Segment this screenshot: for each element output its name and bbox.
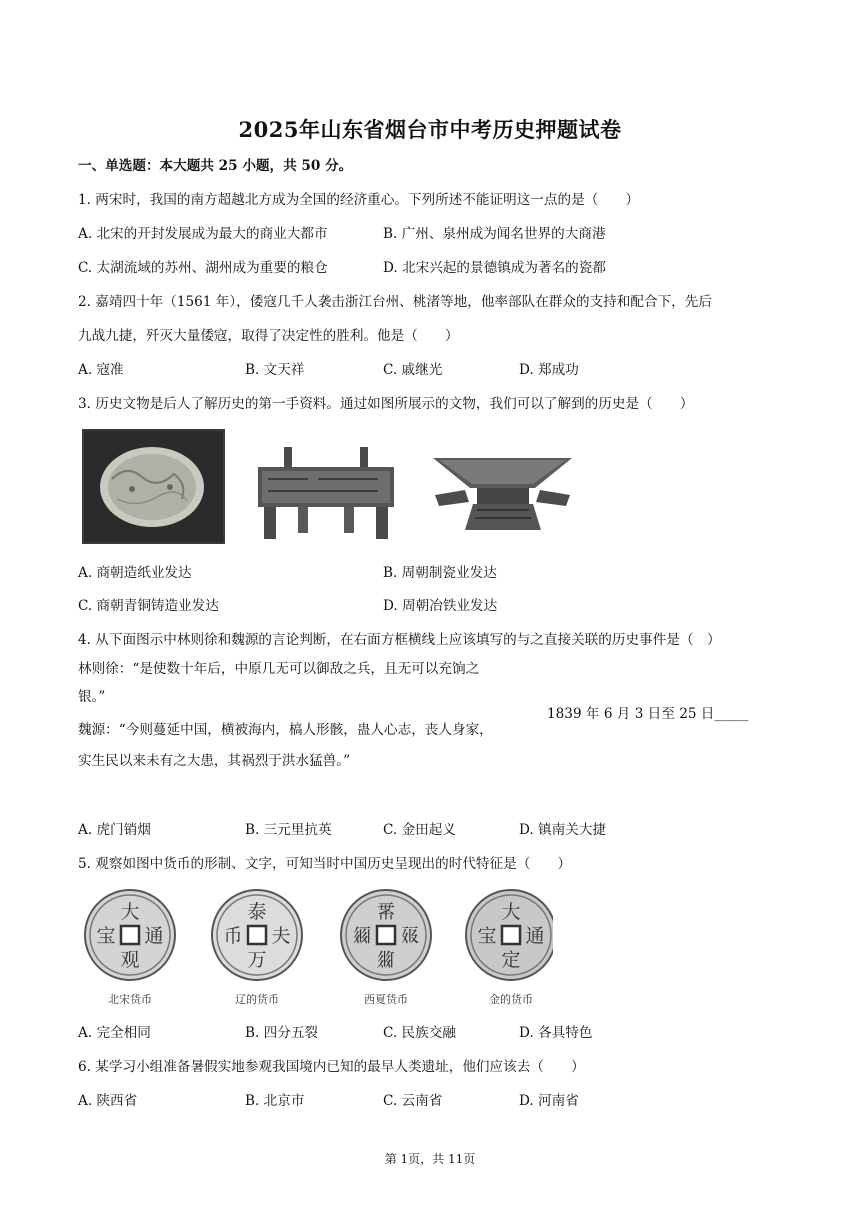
q6-stem: 6. 某学习小组准备暑假实地参观我国境内已知的最早人类遗址，他们应该去（ ） <box>78 1059 585 1075</box>
q4-quote-wei-line2: 实生民以来未有之大患，其祸烈于洪水猛兽。” <box>78 753 351 769</box>
q2-option-a: A. 寇准 <box>78 362 124 378</box>
q4-quote-wei-line1: 魏源：“今则蔓延中国，横被海内，槁人形骸，蛊人心志，丧人身家， <box>78 722 493 738</box>
coin-3-char-3: 𗼕 <box>376 949 396 971</box>
q4-option-c: C. 金田起义 <box>383 822 456 838</box>
artifact-photo-2 <box>248 443 403 543</box>
coin-1-char-4: 宝 <box>96 925 116 947</box>
coin-2 <box>212 890 302 980</box>
q4-option-d: D. 镇南关大捷 <box>519 822 607 838</box>
coin-2-char-1: 泰 <box>247 901 267 923</box>
q2-option-c: C. 戚继光 <box>383 362 443 378</box>
q4-stem: 4. 从下面图示中林则徐和魏源的言论判断，在右面方框横线上应该填写的与之直接关联的历史事件是（ ） <box>78 632 721 648</box>
q3-option-a: A. 商朝造纸业发达 <box>78 565 192 581</box>
coin-1-char-1: 大 <box>120 901 140 923</box>
q5-option-b: B. 四分五裂 <box>245 1025 319 1041</box>
q1-option-b: B. 广州、泉州成为闻名世界的大商港 <box>383 226 606 242</box>
q3-option-d: D. 周朝冶铁业发达 <box>383 598 498 614</box>
coin-caption-3: 西夏货币 <box>364 993 408 1006</box>
coin-2-char-2: 夫 <box>271 925 291 947</box>
q5-stem: 5. 观察如图中货币的形制、文字，可知当时中国历史呈现出的时代特征是（ ） <box>78 856 572 872</box>
q6-option-c: C. 云南省 <box>383 1093 443 1109</box>
coin-4 <box>466 890 553 980</box>
coin-3-char-1: 𘞐 <box>376 901 396 923</box>
q2-option-d: D. 郑成功 <box>519 362 579 378</box>
artifact-photo-1 <box>82 429 225 544</box>
coin-2-char-3: 万 <box>247 949 267 971</box>
coin-1-char-2: 通 <box>144 925 164 947</box>
coin-caption-4: 金的货币 <box>489 993 533 1006</box>
q1-stem: 1. 两宋时，我国的南方超越北方成为全国的经济重心。下列所述不能证明这一点的是（ ） <box>78 192 640 208</box>
coin-3 <box>341 890 431 980</box>
q3-option-c: C. 商朝青铜铸造业发达 <box>78 598 219 614</box>
coin-4-char-2: 通 <box>525 925 545 947</box>
artifact-photo-3 <box>425 450 580 535</box>
coin-caption-1: 北宋货币 <box>108 993 152 1006</box>
q2-stem-line2: 九战九捷，歼灭大量倭寇，取得了决定性的胜利。他是（ ） <box>78 328 459 344</box>
q6-option-a: A. 陕西省 <box>78 1093 138 1109</box>
coin-figure <box>78 887 553 1007</box>
q2-stem-line1: 2. 嘉靖四十年（1561 年），倭寇几千人袭击浙江台州、桃渚等地，他率部队在群众的支持和配合下，先后 <box>78 294 712 310</box>
q6-option-b: B. 北京市 <box>245 1093 305 1109</box>
coin-3-char-4: 𗥃 <box>352 925 372 947</box>
coin-4-char-1: 大 <box>501 901 521 923</box>
coin-4-char-3: 定 <box>501 949 521 971</box>
coin-caption-2: 辽的货币 <box>235 993 279 1006</box>
q5-option-d: D. 各具特色 <box>519 1025 593 1041</box>
q1-option-a: A. 北宋的开封发展成为最大的商业大都市 <box>78 226 328 242</box>
coin-3-char-2: 𗡞 <box>400 925 420 947</box>
q1-option-d: D. 北宋兴起的景德镇成为著名的瓷都 <box>383 260 606 276</box>
page-footer: 第 1页，共 11页 <box>384 1152 476 1166</box>
q2-option-b: B. 文天祥 <box>245 362 305 378</box>
q4-option-a: A. 虎门销烟 <box>78 822 151 838</box>
coin-2-char-4: 币 <box>223 925 243 947</box>
q3-stem: 3. 历史文物是后人了解历史的第一手资料。通过如图所展示的文物，我们可以了解到的历史是（ ） <box>78 396 694 412</box>
q5-option-c: C. 民族交融 <box>383 1025 456 1041</box>
coin-4-char-4: 宝 <box>477 925 497 947</box>
q4-option-b: B. 三元里抗英 <box>245 822 332 838</box>
q1-option-c: C. 太湖流域的苏州、湖州成为重要的粮仓 <box>78 260 328 276</box>
q3-option-b: B. 周朝制瓷业发达 <box>383 565 497 581</box>
q6-option-d: D. 河南省 <box>519 1093 579 1109</box>
q4-quote-lin-line2: 银。” <box>78 689 106 705</box>
q4-quote-lin-line1: 林则徐：“是使数十年后，中原几无可以御敌之兵，且无可以充饷之 <box>78 661 480 677</box>
q5-option-a: A. 完全相同 <box>78 1025 151 1041</box>
q4-answer-box: 1839 年 6 月 3 日至 25 日_____ <box>547 706 749 722</box>
coin-1 <box>85 890 175 980</box>
section-heading: 一、单选题：本大题共 25 小题，共 50 分。 <box>78 158 353 174</box>
coin-1-char-3: 观 <box>120 949 140 971</box>
page-title: 2025年山东省烟台市中考历史押题试卷 <box>238 117 622 142</box>
